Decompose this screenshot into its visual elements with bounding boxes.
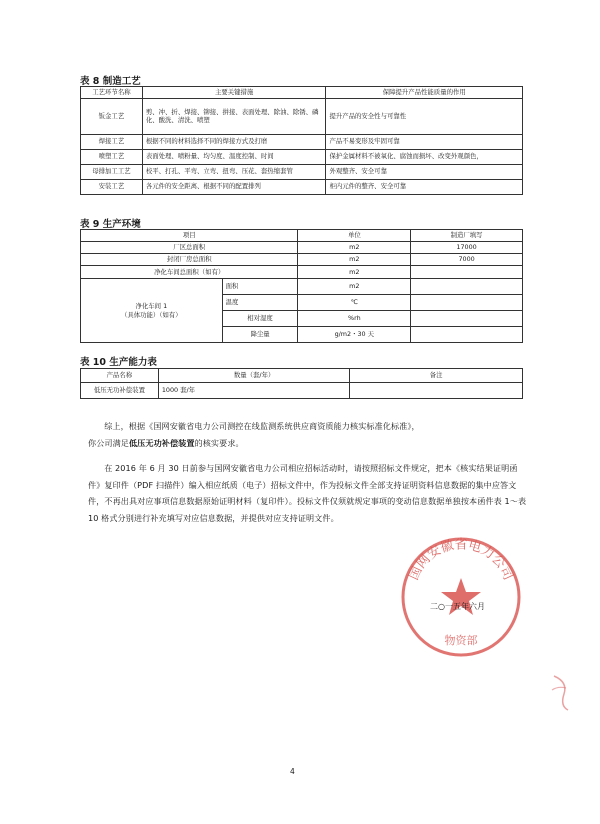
table9-header-cell: 制造厂填写: [411, 230, 523, 242]
seal-arc-text: 国网安徽省电力公司: [406, 537, 516, 583]
table9-cell: m2: [298, 266, 411, 279]
table9-cell: 温度: [222, 295, 298, 311]
table9-cell: m2: [298, 254, 411, 266]
table9-cell: 封闭厂房总面积: [81, 254, 298, 266]
table9-cell: m2: [298, 279, 411, 295]
table8-header-cell: 主要关键措施: [142, 87, 326, 99]
table8-cell: 根据不同的材料选择不同的焊接方式及打磨: [142, 134, 326, 149]
table8-cell: 剪、冲、折、焊接、铆接、拼接、表面处理、除油、除锈、磷化、酸洗、清洗、喷塑: [142, 98, 326, 134]
table10-header-cell: 数量（套/年）: [158, 369, 350, 383]
conclusion-post: 的核实要求。: [194, 437, 244, 448]
signature-date: 二○一五年六月: [430, 602, 485, 611]
table9-header-cell: 单位: [298, 230, 411, 242]
table8-cell: 柜内元件的整齐、安全可靠: [326, 179, 523, 194]
table-row: [81, 98, 523, 134]
table9-cell: [411, 311, 523, 327]
table8-cell: 各元件的安全距离、根据不同的配置排列: [142, 179, 326, 194]
table9-cell: 厂区总面积: [81, 242, 298, 254]
table8: [80, 86, 523, 195]
table8-cell: 产品不易变形及牢固可靠: [326, 134, 523, 149]
table9-cell: [411, 279, 523, 295]
table10: [80, 368, 523, 399]
table-row: [81, 383, 523, 399]
table9-cell: 净化车间总面积（如有）: [81, 266, 298, 279]
conclusion-pre: 你公司满足: [88, 437, 129, 448]
table9-cell: %rh: [298, 311, 411, 327]
table-row: [81, 164, 523, 179]
table10-cell: 1000 套/年: [158, 383, 350, 399]
table8-cell: 表面处理、喷粉量、均匀度、温度控制、时间: [142, 149, 326, 164]
table8-cell: 钣金工艺: [81, 98, 143, 134]
table9-cell: 17000: [411, 242, 523, 254]
table-row: [81, 149, 523, 164]
table10-header-row: [81, 369, 523, 383]
table8-cell: 安装工艺: [81, 179, 143, 194]
table8-cell: 外观整齐、安全可靠: [326, 164, 523, 179]
table-row: [81, 134, 523, 149]
table8-cell: 喷塑工艺: [81, 149, 143, 164]
table9-header-cell: 项目: [81, 230, 298, 242]
conclusion-paragraph: [88, 418, 528, 451]
page-number: 4: [290, 767, 295, 776]
instruction-text: 在 2016 年 6 月 30 日前参与国网安徽省电力公司相应招标活动时，请按照招标文件规定，把本《核实结果证明函件》复印件（PDF 扫描件）编入相应纸质（电子）招标文件中，作为投标文件全部支持证明资料信息数据的集中应答文件，不再出具对应事项信息数据原始证明材料（复印件）。投标文件仅须就规定事项的变动信息数据单独按本函件表 1～表 10 格式分别进行补充填写对应信息数据，并提供对应支持证明文件。: [88, 463, 527, 523]
table9-cell: g/m2・30 天: [298, 327, 411, 343]
table9-cell: [411, 266, 523, 279]
table9: [80, 229, 523, 343]
table-row: [81, 254, 523, 266]
table10-header-cell: 产品名称: [81, 369, 159, 383]
table8-cell: 焊接工艺: [81, 134, 143, 149]
table10-cell: 低压无功补偿装置: [81, 383, 159, 399]
table8-header-cell: 工艺环节名称: [81, 87, 143, 99]
table9-cell: 相对湿度: [222, 311, 298, 327]
table10-title: 表 10 生产能力表: [80, 357, 157, 368]
table8-cell: 母排加工工艺: [81, 164, 143, 179]
table8-cell: 保护金属材料不被氧化、腐蚀而损坏、改变外观颜色，: [326, 149, 523, 164]
table8-title: 表 8 制造工艺: [80, 76, 141, 87]
cleanroom-label: 净化车间 1: [135, 301, 168, 310]
official-seal: [396, 532, 526, 662]
conclusion-line1: 综上，根据《国网安徽省电力公司测控在线监测系统供应商资质能力核实标准化标准》，: [104, 421, 420, 431]
table-row: [81, 179, 523, 194]
seal-bottom-text: 物资部: [444, 634, 478, 647]
table-row: [81, 279, 523, 295]
table9-cell: [411, 327, 523, 343]
table9-cell: 面积: [222, 279, 298, 295]
table10-cell: [350, 383, 523, 399]
table9-cell: ℃: [298, 295, 411, 311]
table8-header-row: [81, 87, 523, 99]
table8-cell: 提升产品的安全性与可靠性: [326, 98, 523, 134]
table9-cell: 7000: [411, 254, 523, 266]
cleanroom-label-cell: [81, 279, 223, 343]
product-name-bold: 低压无功补偿装置: [128, 437, 195, 448]
table9-header-row: [81, 230, 523, 242]
cleanroom-sub: （具体功能）（如有）: [120, 310, 182, 319]
table9-cell: 降尘量: [222, 327, 298, 343]
table9-cell: m2: [298, 242, 411, 254]
table8-header-cell: 保障提升产品性能质量的作用: [326, 87, 523, 99]
table9-cell: [411, 295, 523, 311]
table10-header-cell: 备注: [350, 369, 523, 383]
table8-cell: 校平、打孔、平弯、立弯、扭弯、压花、套热缩套管: [142, 164, 326, 179]
table9-title: 表 9 生产环境: [80, 219, 141, 230]
table-row: [81, 242, 523, 254]
instruction-paragraph: [88, 460, 528, 526]
margin-stamp-mark: [546, 672, 574, 712]
table-row: [81, 266, 523, 279]
